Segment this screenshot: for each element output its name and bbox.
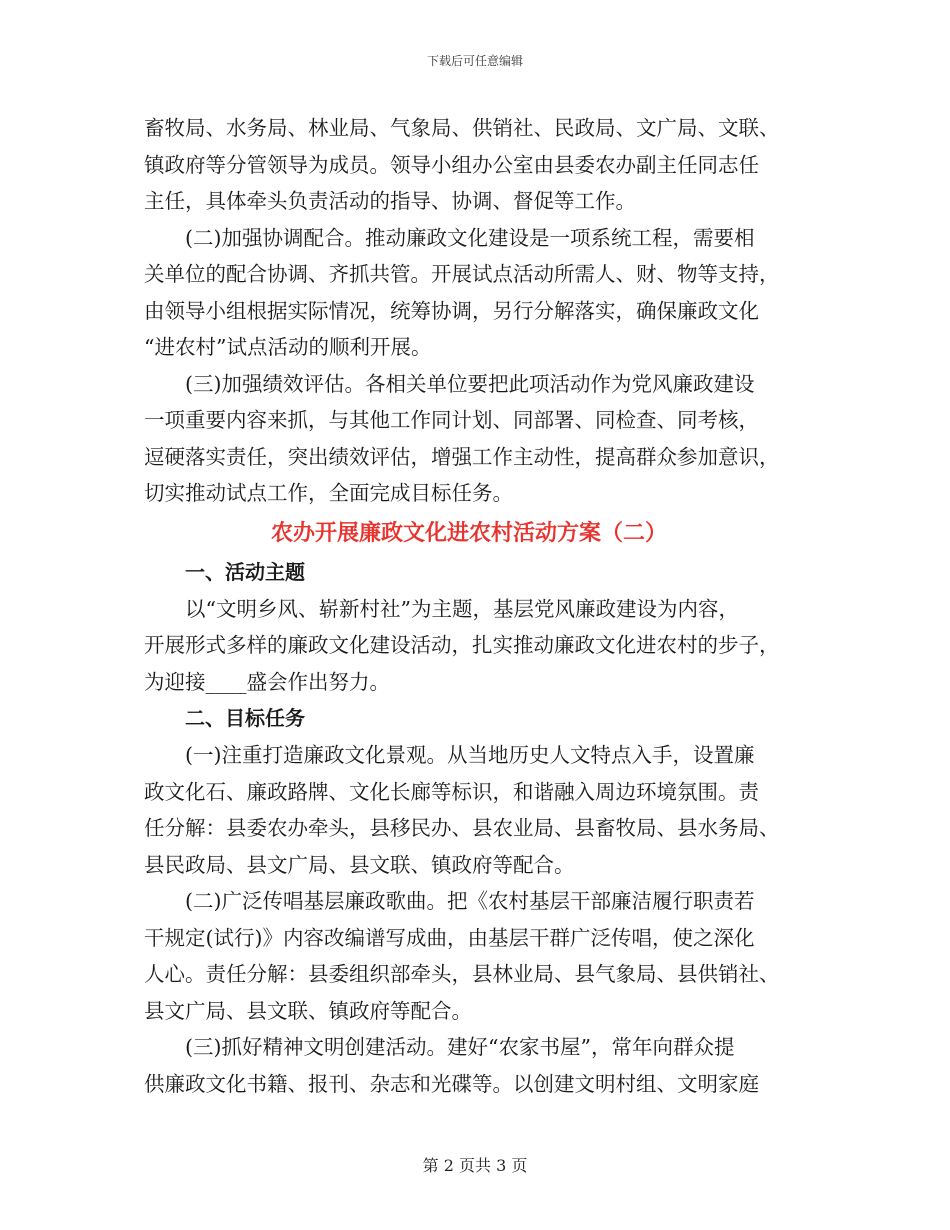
page-header: 下载后可任意编辑: [426, 54, 523, 68]
section-heading-theme: 一、活动主题: [185, 559, 305, 584]
paragraph-coordination: [144, 220, 804, 366]
paragraph-task-landscape: [144, 737, 804, 883]
text-line: 为迎接____盛会作出努力。: [144, 669, 390, 694]
text-line: (三)抓好精神文明创建活动。建好“农家书屋”，常年向群众提: [185, 1035, 735, 1059]
paragraph-performance-evaluation: [144, 366, 804, 512]
text-line: 干规定(试行)》内容改编谱写成曲，由基层干群广泛传唱，使之深化: [144, 925, 755, 950]
document-title: 农办开展廉政文化进农村活动方案（二）: [270, 520, 667, 546]
paragraph-task-songs: [144, 883, 804, 1029]
text-line: 镇政府等分管领导为成员。领导小组办公室由县委农办副主任同志任: [144, 152, 759, 177]
text-line: 一项重要内容来抓，与其他工作同计划、同部署、同检查、同考核，: [144, 408, 759, 432]
page-number-footer: 第 2 页共 3 页: [422, 1156, 528, 1175]
text-line: 人心。责任分解：县委组织部牵头，县林业局、县气象局、县供销社、: [144, 962, 780, 986]
text-line: 逗硬落实责任，突出绩效评估，增强工作主动性，提高群众参加意识，: [144, 444, 780, 469]
text-line: (二)加强协调配合。推动廉政文化建设是一项系统工程，需要相: [185, 225, 755, 250]
text-line: 关单位的配合协调、齐抓共管。开展试点活动所需人、财、物等支持，: [144, 262, 780, 286]
text-line: 政文化石、廉政路牌、文化长廊等标识，和谐融入周边环境氛围。责: [144, 779, 759, 804]
text-line: 县民政局、县文广局、县文联、镇政府等配合。: [144, 852, 575, 877]
text-line: 主任，具体牵头负责活动的指导、协调、督促等工作。: [144, 189, 636, 213]
paragraph-task-civilization: [144, 1029, 804, 1102]
text-line: (一)注重打造廉政文化景观。从当地历史人文特点入手，设置廉: [185, 743, 755, 767]
text-line: 县文广局、县文联、镇政府等配合。: [144, 998, 472, 1023]
text-line: 开展形式多样的廉政文化建设活动，扎实推动廉政文化进农村的步子，: [144, 633, 780, 657]
text-line: (三)加强绩效评估。各相关单位要把此项活动作为党风廉政建设: [185, 371, 755, 396]
text-line: 切实推动试点工作，全面完成目标任务。: [144, 481, 513, 505]
document-body: [144, 110, 804, 1102]
text-line: 任分解：县委农办牵头，县移民办、县农业局、县畜牧局、县水务局、: [144, 816, 780, 840]
paragraph-leadership-group: [144, 110, 804, 220]
text-line: “进农村”试点活动的顺利开展。: [144, 335, 432, 359]
text-line: 畜牧局、水务局、林业局、气象局、供销社、民政局、文广局、文联、: [144, 116, 780, 140]
text-line: 由领导小组根据实际情况，统筹协调，另行分解落实，确保廉政文化: [144, 298, 759, 323]
text-line: (二)广泛传唱基层廉政歌曲。把《农村基层干部廉洁履行职责若: [185, 889, 755, 913]
text-line: 供廉政文化书籍、报刊、杂志和光碟等。以创建文明村组、文明家庭: [144, 1071, 759, 1096]
text-line: 以“文明乡风、崭新村社”为主题，基层党风廉政建设为内容，: [185, 596, 739, 621]
section-heading-tasks: 二、目标任务: [185, 706, 305, 730]
paragraph-theme: [144, 591, 804, 701]
